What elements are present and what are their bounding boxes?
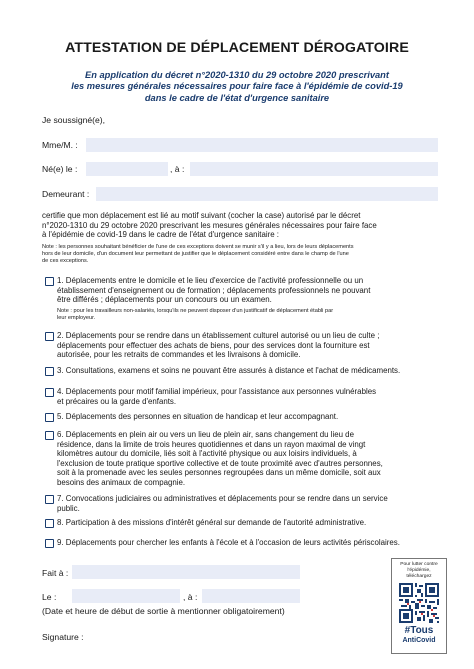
birth-date-field[interactable] — [86, 162, 168, 176]
time-sep-label: , à : — [183, 592, 198, 602]
qr-caption-line: l'épidémie, — [407, 568, 431, 574]
option-line: 6. Déplacements en plein air ou vers un lieu de plein air, sans changement du lieu de — [57, 430, 354, 439]
note-line: leur employeur. — [57, 315, 96, 321]
option-line: établissement d'enseignement ou de formation ; déplacements professionnels ne pouvant — [57, 285, 371, 295]
subtitle-line: les mesures générales nécessaires pour faire face à l'épidémie de covid-19 — [71, 81, 403, 92]
subtitle-line: dans le cadre de l'état d'urgence sanitaire — [144, 92, 330, 103]
checkbox-option-4[interactable] — [45, 388, 54, 397]
note-line: hors de leur domicile, d'un document leur permettant de justifier que le déplacement considéré entre dans le champ de l'une — [42, 251, 349, 257]
checkbox-option-1[interactable] — [45, 277, 54, 286]
option-line: 1. Déplacements entre le domicile et le lieu d'exercice de l'activité professionnelle ou un — [57, 276, 364, 285]
time-field[interactable] — [202, 589, 300, 603]
certify-line: n°2020-1310 du 29 octobre 2020 prescrivant les mesures générales nécessaires pour faire face — [42, 220, 377, 230]
option-text — [57, 331, 445, 360]
option-8 — [45, 518, 445, 528]
option-line: kilomètres autour du domicile, liés soit à l'activité physique ou aux loisirs individuels, à — [57, 449, 357, 459]
option-line: 4. Déplacements pour motif familial impérieux, pour l'assistance aux personnes vulnérables — [57, 387, 377, 396]
subtitle-line: En application du décret n°2020-1310 du 29 octobre 2020 prescrivant — [85, 70, 389, 80]
name-field[interactable] — [86, 138, 438, 152]
option-line: besoins des animaux de compagnie. — [57, 477, 186, 487]
note-line: de ces exceptions. — [42, 258, 89, 264]
option-line: public. — [57, 503, 80, 513]
option-line: et précaires ou la garde d'enfants. — [57, 396, 177, 406]
option-text — [57, 538, 445, 548]
option-5 — [45, 412, 445, 422]
date-label: Le : — [42, 592, 57, 602]
option-line: 2. Déplacements pour se rendre dans un établissement culturel autorisé ou un lieu de culte ; — [57, 331, 380, 340]
address-field[interactable] — [96, 187, 438, 201]
checkbox-option-3[interactable] — [45, 367, 54, 376]
option-line: soit à la promenade avec les seules personnes regroupées dans un même domicile, soit aux — [57, 468, 381, 478]
option-line: 8. Participation à des missions d'intérêt général sur demande de l'autorité administrative. — [57, 518, 367, 527]
name-label: Mme/M. : — [42, 140, 78, 150]
option-6 — [45, 430, 445, 488]
note-line: Note : pour les travailleurs non-salariés, lorsqu'ils ne peuvent disposer d'un justificatif de déplacement établi par — [57, 308, 334, 314]
checkbox-option-5[interactable] — [45, 413, 54, 422]
qr-box — [391, 558, 447, 654]
option-line: déplacements pour effectuer des achats de biens, pour des services dont la fourniture est — [57, 340, 370, 350]
option-line: 7. Convocations judiciaires ou administratives et déplacements pour se rendre dans un service — [57, 494, 388, 503]
checkbox-option-9[interactable] — [45, 539, 54, 548]
certify-line: certifie que mon déplacement est lié au motif suivant (cocher la case) autorisé par le décret — [42, 211, 361, 220]
option-4 — [45, 387, 445, 406]
option-line: autorisée, pour les retraits de commandes et les livraisons à domicile. — [57, 350, 301, 360]
option-line: 5. Déplacements des personnes en situation de handicap et leur accompagnant. — [57, 412, 339, 421]
option-1 — [45, 276, 445, 305]
certify-line: à l'épidémie de covid-19 dans le cadre de l'état d'urgence sanitaire : — [42, 230, 280, 240]
option-9 — [45, 538, 445, 548]
birth-place-label: , à : — [170, 164, 185, 174]
qr-code-icon — [399, 583, 439, 623]
option-line: l'exclusion de toute pratique sportive collective et de toute proximité avec d'autres personnes, — [57, 458, 383, 468]
birth-place-field[interactable] — [190, 162, 438, 176]
qr-caption-line: téléchargez — [406, 574, 432, 580]
option-2 — [45, 331, 445, 360]
option-text — [57, 366, 445, 376]
option-text — [57, 430, 445, 488]
qr-caption-line: Pour lutter contre — [400, 562, 438, 567]
option-1-note — [57, 308, 445, 322]
hashtag-anticovid: AntiCovid — [402, 637, 436, 644]
birth-date-label: Né(e) le : — [42, 164, 78, 174]
qr-caption — [392, 562, 446, 581]
fait-label: Fait à : — [42, 568, 69, 578]
decree-subtitle — [40, 70, 434, 104]
option-text — [57, 412, 445, 422]
option-text — [57, 518, 445, 528]
option-line: être différés ; déplacements pour un concours ou un examen. — [57, 295, 272, 305]
note-line: Note : les personnes souhaitant bénéficier de l'une de ces exceptions doivent se munir s'il y a lieu, lors de leurs déplacements — [42, 244, 354, 250]
checkbox-option-6[interactable] — [45, 431, 54, 440]
date-field[interactable] — [72, 589, 180, 603]
general-note — [42, 244, 442, 265]
hashtag-tous: #Tous — [404, 625, 434, 636]
option-line: résidence, dans la limite de trois heures quotidiennes et dans un rayon maximal de vingt — [57, 439, 366, 449]
option-text — [57, 276, 445, 305]
checkbox-option-2[interactable] — [45, 332, 54, 341]
signature-label: Signature : — [42, 632, 84, 642]
option-text — [57, 387, 445, 406]
option-text — [57, 494, 445, 513]
page-title: ATTESTATION DE DÉPLACEMENT DÉROGATOIRE — [65, 40, 409, 56]
option-line: 9. Déplacements pour chercher les enfants à l'école et à l'occasion de leurs activités périscolaires. — [57, 538, 400, 547]
checkbox-option-7[interactable] — [45, 495, 54, 504]
option-7 — [45, 494, 445, 513]
checkbox-option-8[interactable] — [45, 519, 54, 528]
fait-place-field[interactable] — [72, 565, 300, 579]
certify-paragraph — [42, 211, 442, 240]
time-hint: (Date et heure de début de sortie à mentionner obligatoirement) — [42, 606, 285, 616]
soussigne-label: Je soussigné(e), — [42, 115, 106, 125]
option-3 — [45, 366, 445, 376]
option-line: 3. Consultations, examens et soins ne pouvant être assurés à distance et l'achat de médicaments. — [57, 366, 401, 375]
address-label: Demeurant : — [42, 189, 90, 199]
